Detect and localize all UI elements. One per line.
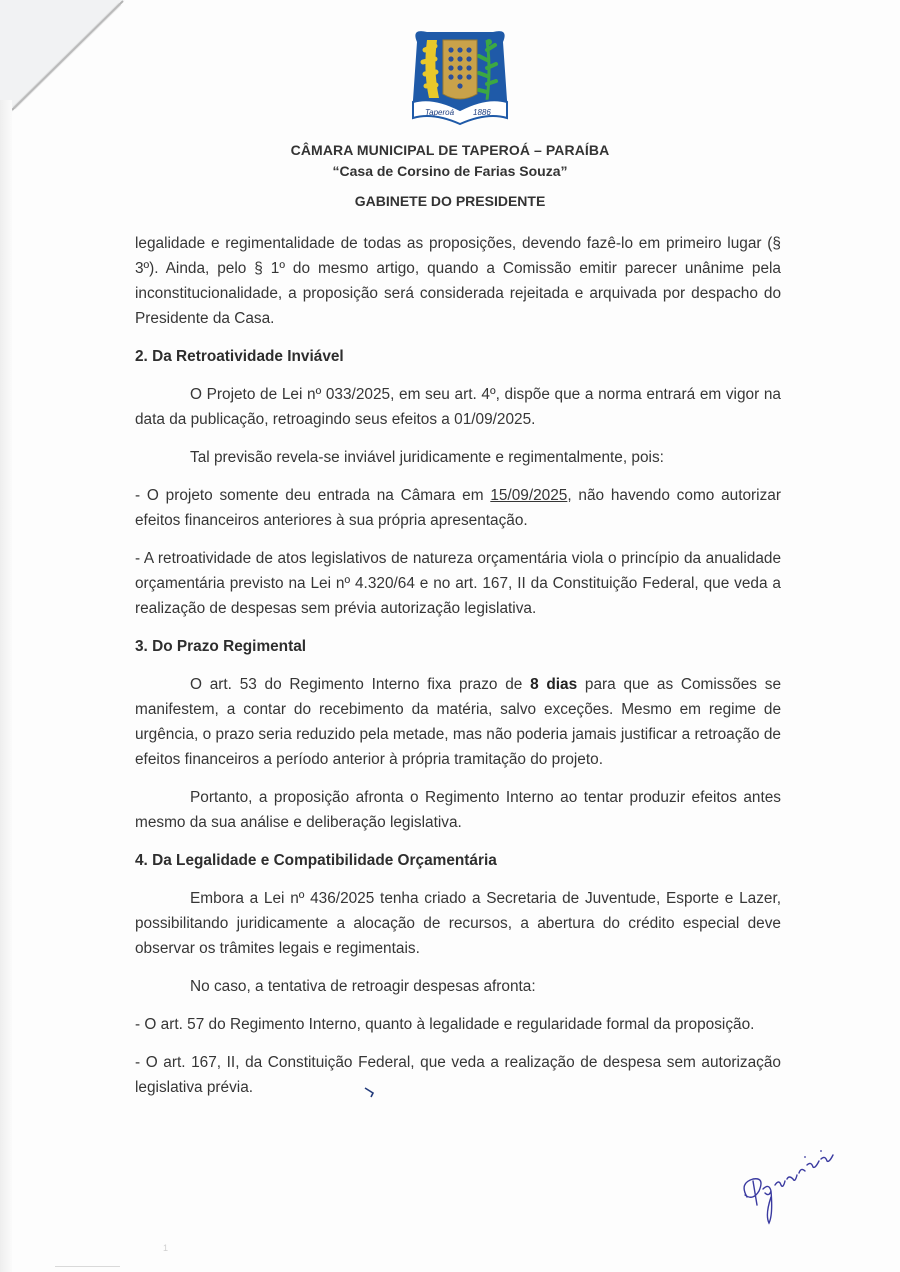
entry-date: 15/09/2025	[490, 487, 568, 504]
logo-banner-right: 1886	[473, 108, 491, 117]
paragraph-text: O art. 53 do Regimento Interno fixa prazo de	[190, 676, 531, 693]
section-4-paragraph-2: No caso, a tentativa de retroagir despesas afronta:	[190, 978, 536, 995]
coat-of-arms-icon	[403, 22, 517, 130]
scan-bottom-edge	[55, 1266, 120, 1267]
section-4-bullet-1: - O art. 57 do Regimento Interno, quanto à legalidade e regularidade formal da proposição.	[135, 1016, 755, 1033]
ink-mark-icon	[364, 1085, 376, 1097]
signature	[735, 1135, 845, 1230]
intro-paragraph: legalidade e regimentalidade de todas as proposições, devendo fazê-lo em primeiro lugar (§ 3º). Ainda, pelo § 1º do mesmo artigo, quando a Comissão emitir parecer unânime pela inconstitucionalidade, a proposição será considerada rejeitada e arquivada por despacho do Presidente da Casa.	[135, 235, 781, 327]
section-2-paragraph-2: Tal previsão revela-se inviável juridicamente e regimentalmente, pois:	[190, 449, 664, 466]
section-3-heading: 3. Do Prazo Regimental	[135, 638, 307, 655]
handwritten-signature-icon	[735, 1135, 845, 1230]
section-2-bullet-2: - A retroatividade de atos legislativos de natureza orçamentária viola o princípio da anualidade orçamentária previsto na Lei nº 4.320/64 e no art. 167, II da Constituição Federal, que veda a realização de despesas sem prévia autorização legislativa.	[135, 550, 781, 617]
folded-page-corner	[0, 0, 125, 115]
document-body	[135, 231, 781, 1113]
bullet-text: , não havendo como autorizar efeitos financeiros anteriores à sua própria apresentação.	[135, 487, 781, 529]
section-2-bullet-1	[135, 483, 781, 533]
section-4-bullet-2: - O art. 167, II, da Constituição Federal, que veda a realização de despesa sem autorização legislativa prévia.	[135, 1054, 781, 1096]
letterhead	[0, 140, 900, 212]
section-2-heading: 2. Da Retroatividade Inviável	[135, 348, 344, 365]
section-2-paragraph-1: O Projeto de Lei nº 033/2025, em seu art. 4º, dispõe que a norma entrará em vigor na data da publicação, retroagindo seus efeitos a 01/09/2025.	[135, 386, 781, 428]
section-4-heading: 4. Da Legalidade e Compatibilidade Orçamentária	[135, 852, 497, 869]
deadline-emphasis: 8 dias	[530, 676, 578, 693]
municipal-logo	[403, 22, 517, 130]
scan-left-edge	[0, 100, 12, 1272]
page-number: 1	[163, 1243, 169, 1253]
logo-banner-left: Taperoá	[425, 108, 455, 117]
office-name: GABINETE DO PRESIDENTE	[354, 193, 546, 209]
paragraph-text: para que as Comissões se manifestem, a contar do recebimento da matéria, salvo exceções. Mesmo em regime de urgência, o prazo seria reduzido pela metade, mas não poderia jamais justificar a retroação de efeitos financeiros a período anterior à própria tramitação do projeto.	[135, 676, 782, 768]
institution-motto: “Casa de Corsino de Farias Souza”	[332, 163, 568, 179]
bullet-text: - O projeto somente deu entrada na Câmara em	[135, 487, 491, 504]
section-3-paragraph-2: Portanto, a proposição afronta o Regimento Interno ao tentar produzir efeitos antes mesmo da sua análise e deliberação legislativa.	[135, 789, 781, 831]
section-4-paragraph-1: Embora a Lei nº 436/2025 tenha criado a Secretaria de Juventude, Esporte e Lazer, possibilitando juridicamente a alocação de recursos, a abertura do crédito especial deve observar os trâmites legais e regimentais.	[135, 890, 781, 957]
institution-name: CÂMARA MUNICIPAL DE TAPEROÁ – PARAÍBA	[290, 142, 610, 158]
section-3-paragraph-1	[135, 672, 781, 772]
